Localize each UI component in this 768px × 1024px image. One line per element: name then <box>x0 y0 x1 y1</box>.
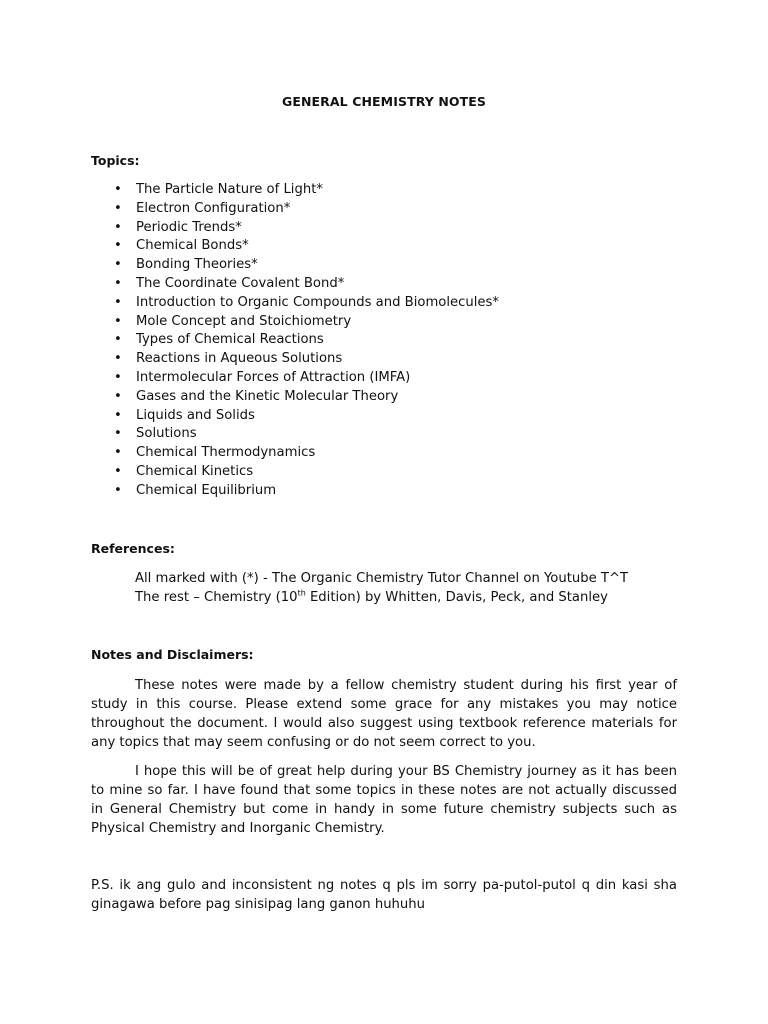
bullet-icon: • <box>114 482 122 498</box>
topic-item <box>114 425 499 444</box>
topic-item <box>114 275 499 294</box>
topic-label: Introduction to Organic Compounds and Biomolecules* <box>136 294 500 310</box>
topic-label: Solutions <box>136 426 197 442</box>
topic-item <box>114 331 499 350</box>
topic-item <box>114 313 499 332</box>
topic-item <box>114 463 499 482</box>
topic-label: The Particle Nature of Light* <box>136 182 323 197</box>
topic-item <box>114 350 499 369</box>
references-heading: References: <box>91 541 175 556</box>
reference-line-2-start: The rest – Chemistry (10 <box>135 590 298 605</box>
topics-list <box>114 181 499 501</box>
bullet-icon: • <box>114 294 122 310</box>
disclaimer-paragraph-2: I hope this will be of great help during your BS Chemistry journey as it has been to mine so far. I have found that some topics in these notes are not actually discussed in General Chemistry but come in handy in some future chemistry subjects such as Physical Chemistry and Inorganic Chemistry. <box>91 764 677 836</box>
topic-item <box>114 256 499 275</box>
bullet-icon: • <box>114 275 122 291</box>
bullet-icon: • <box>114 238 122 254</box>
bullet-icon: • <box>114 388 122 404</box>
topic-label: Intermolecular Forces of Attraction (IMFA) <box>136 369 411 385</box>
topic-item <box>114 388 499 407</box>
topic-label: Gases and the Kinetic Molecular Theory <box>136 388 399 404</box>
topic-item <box>114 294 499 313</box>
postscript-paragraph: P.S. ik ang gulo and inconsistent ng notes q pls im sorry pa-putol-putol q din kasi sha ginagawa before pag sinisipag lang ganon huhuhu <box>91 878 677 912</box>
bullet-icon: • <box>114 332 122 348</box>
bullet-icon: • <box>114 219 122 235</box>
topic-label: Liquids and Solids <box>136 407 255 423</box>
reference-line-1: All marked with (*) - The Organic Chemistry Tutor Channel on Youtube T^T <box>135 571 629 586</box>
bullet-icon: • <box>114 351 122 367</box>
topic-label: Electron Configuration* <box>136 200 291 216</box>
topic-label: Chemical Bonds* <box>136 238 249 254</box>
topic-item <box>114 200 499 219</box>
topic-item <box>114 369 499 388</box>
bullet-icon: • <box>114 257 122 273</box>
topic-label: Chemical Equilibrium <box>136 482 277 498</box>
topic-label: The Coordinate Covalent Bond* <box>136 275 345 291</box>
bullet-icon: • <box>114 313 122 329</box>
topic-label: Mole Concept and Stoichiometry <box>136 313 352 329</box>
topic-label: Types of Chemical Reactions <box>136 332 324 348</box>
bullet-icon: • <box>114 445 122 461</box>
topic-item <box>114 219 499 238</box>
topic-item <box>114 237 499 256</box>
bullet-icon: • <box>114 182 122 197</box>
bullet-icon: • <box>114 200 122 216</box>
reference-line-2-end: Edition) by Whitten, Davis, Peck, and Stanley <box>305 590 608 605</box>
topic-item <box>114 482 499 501</box>
notes-heading: Notes and Disclaimers: <box>91 647 254 662</box>
reference-edition-superscript: th <box>297 588 306 598</box>
topic-label: Chemical Thermodynamics <box>136 445 316 461</box>
topic-item <box>114 444 499 463</box>
reference-line-2 <box>135 588 628 607</box>
bullet-icon: • <box>114 426 122 442</box>
topic-item <box>114 407 499 426</box>
topic-label: Chemical Kinetics <box>136 463 254 479</box>
topic-label: Periodic Trends* <box>136 219 242 235</box>
bullet-icon: • <box>114 369 122 385</box>
topics-heading: Topics: <box>91 153 140 168</box>
document-title: GENERAL CHEMISTRY NOTES <box>281 94 486 109</box>
topic-label: Reactions in Aqueous Solutions <box>136 351 343 367</box>
topic-label: Bonding Theories* <box>136 257 258 273</box>
bullet-icon: • <box>114 463 122 479</box>
references-block <box>135 569 628 607</box>
disclaimer-paragraph-1: These notes were made by a fellow chemistry student during his first year of study in this course. Please extend some grace for any mistakes you may notice throughout the document. I would also suggest using textbook reference materials for any topics that may seem confusing or do not seem correct to you. <box>91 678 677 750</box>
bullet-icon: • <box>114 407 122 423</box>
topic-item <box>114 181 499 200</box>
